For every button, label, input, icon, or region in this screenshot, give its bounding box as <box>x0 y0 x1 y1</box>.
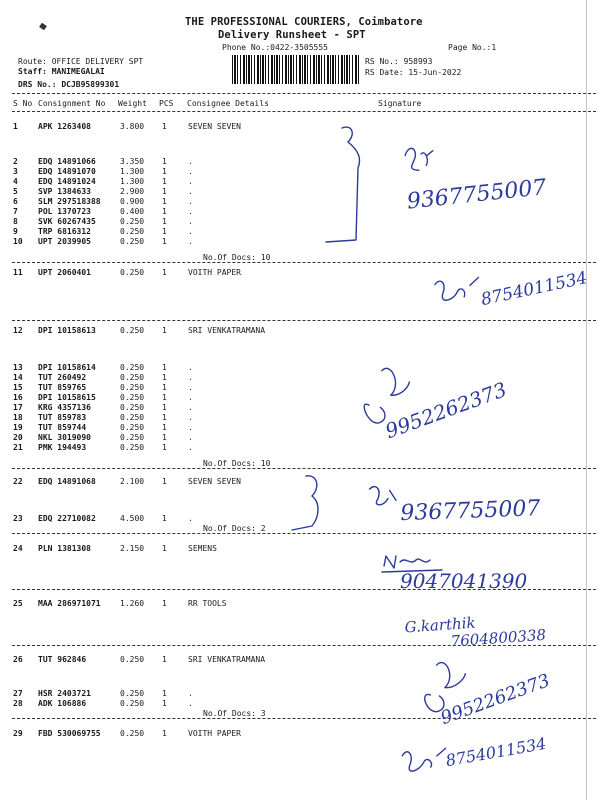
row-sno: 11 <box>13 268 23 277</box>
row-weight: 0.250 <box>120 433 145 442</box>
row-pcs: 1 <box>162 729 167 738</box>
row-sno: 10 <box>13 237 23 246</box>
phone-number: Phone No.:0422-3505555 <box>222 43 328 52</box>
row-consignee: . <box>188 443 193 452</box>
row-sno: 6 <box>13 197 18 206</box>
row-sno: 21 <box>13 443 23 452</box>
row-consignee: . <box>188 227 193 236</box>
row-consignee: . <box>188 699 193 708</box>
row-consignment-no: EDQ 14891066 <box>38 157 96 166</box>
row-consignee: VOITH PAPER <box>188 268 241 277</box>
row-weight: 0.250 <box>120 729 145 738</box>
row-weight: 0.400 <box>120 207 145 216</box>
col-weight: Weight <box>118 99 147 108</box>
row-consignee: SRI VENKATRAMANA <box>188 655 266 664</box>
row-weight: 0.250 <box>120 217 145 226</box>
signature-4 <box>369 481 540 527</box>
rs-number: RS No.: 958993 <box>365 57 433 66</box>
row-consignment-no: UPT 2039905 <box>38 237 91 246</box>
row-sno: 12 <box>13 326 23 335</box>
row-weight: 1.300 <box>120 177 145 186</box>
row-consignment-no: PLN 1381308 <box>38 544 91 553</box>
col-pcs: PCS <box>159 99 174 108</box>
row-sno: 25 <box>13 599 23 608</box>
row-pcs: 1 <box>162 403 167 412</box>
row-sno: 16 <box>13 393 23 402</box>
row-consignee: . <box>188 157 193 166</box>
doc-count: No.Of Docs: 10 <box>203 459 271 468</box>
row-pcs: 1 <box>162 227 167 236</box>
row-sno: 26 <box>13 655 23 664</box>
row-pcs: 1 <box>162 655 167 664</box>
row-sno: 4 <box>13 177 18 186</box>
row-consignment-no: TUT 859783 <box>38 413 87 422</box>
row-pcs: 1 <box>162 393 167 402</box>
row-consignment-no: UPT 2060401 <box>38 268 91 277</box>
svg-text:9952262373: 9952262373 <box>381 377 510 444</box>
row-sno: 14 <box>13 373 23 382</box>
row-consignee: . <box>188 514 193 523</box>
row-weight: 4.500 <box>120 514 145 523</box>
row-consignment-no: TUT 859765 <box>38 383 87 392</box>
row-consignee: . <box>188 217 193 226</box>
row-consignee: . <box>188 433 193 442</box>
row-pcs: 1 <box>162 544 167 553</box>
row-consignment-no: TRP 6816312 <box>38 227 91 236</box>
row-consignment-no: SVK 60267435 <box>38 217 96 226</box>
row-consignee: VOITH PAPER <box>188 729 241 738</box>
row-sno: 27 <box>13 689 23 698</box>
signature-2 <box>435 251 590 319</box>
signature-6 <box>404 609 547 654</box>
row-pcs: 1 <box>162 167 167 176</box>
row-consignment-no: DPI 10158614 <box>38 363 96 372</box>
row-weight: 0.250 <box>120 383 145 392</box>
row-pcs: 1 <box>162 383 167 392</box>
row-sno: 8 <box>13 217 18 226</box>
row-weight: 1.260 <box>120 599 145 608</box>
rs-date: RS Date: 15-Jun-2022 <box>365 68 462 77</box>
row-weight: 2.900 <box>120 187 145 196</box>
row-pcs: 1 <box>162 177 167 186</box>
row-consignee: SEMENS <box>188 544 217 553</box>
route: Route: OFFICE DELIVERY SPT <box>18 57 144 66</box>
row-sno: 24 <box>13 544 23 553</box>
row-pcs: 1 <box>162 122 167 131</box>
row-sno: 29 <box>13 729 23 738</box>
row-consignee: SRI VENKATRAMANA <box>188 326 266 335</box>
row-consignee: . <box>188 383 193 392</box>
brace-mark <box>292 476 318 530</box>
row-consignment-no: POL 1370723 <box>38 207 91 216</box>
col-sno: S No <box>13 99 33 108</box>
company-name: THE PROFESSIONAL COURIERS, Coimbatore <box>185 16 423 28</box>
signature-8 <box>402 728 548 778</box>
row-consignee: . <box>188 187 193 196</box>
row-consignment-no: TUT 962846 <box>38 655 87 664</box>
svg-text:9047041390: 9047041390 <box>400 569 528 593</box>
row-pcs: 1 <box>162 187 167 196</box>
row-sno: 7 <box>13 207 18 216</box>
svg-text:9367755007: 9367755007 <box>405 175 548 215</box>
row-consignment-no: ADK 106886 <box>38 699 87 708</box>
row-consignment-no: EDQ 14891070 <box>38 167 96 176</box>
row-weight: 0.900 <box>120 197 145 206</box>
row-pcs: 1 <box>162 699 167 708</box>
row-weight: 0.250 <box>120 403 145 412</box>
row-weight: 3.800 <box>120 122 145 131</box>
row-pcs: 1 <box>162 373 167 382</box>
row-weight: 0.250 <box>120 326 145 335</box>
row-pcs: 1 <box>162 413 167 422</box>
row-sno: 17 <box>13 403 23 412</box>
svg-text:8754011534: 8754011534 <box>479 268 590 311</box>
svg-text:G.karthik: G.karthik <box>404 613 477 637</box>
col-signature: Signature <box>378 99 422 108</box>
row-consignment-no: DPI 10158615 <box>38 393 96 402</box>
staff: Staff: MANIMEGALAI <box>18 67 105 76</box>
row-consignment-no: SVP 1384633 <box>38 187 91 196</box>
row-consignee: . <box>188 393 193 402</box>
row-weight: 0.250 <box>120 373 145 382</box>
row-pcs: 1 <box>162 689 167 698</box>
doc-count: No.Of Docs: 2 <box>203 524 266 533</box>
svg-text:9952262373: 9952262373 <box>437 670 553 730</box>
row-sno: 28 <box>13 699 23 708</box>
row-pcs: 1 <box>162 217 167 226</box>
row-consignment-no: KRG 4357136 <box>38 403 91 412</box>
row-consignee: . <box>188 207 193 216</box>
runsheet-title: Delivery Runsheet - SPT <box>218 29 366 41</box>
row-pcs: 1 <box>162 514 167 523</box>
row-weight: 0.250 <box>120 363 145 372</box>
row-sno: 18 <box>13 413 23 422</box>
row-pcs: 1 <box>162 433 167 442</box>
row-weight: 2.150 <box>120 544 145 553</box>
col-consignee: Consignee Details <box>187 99 269 108</box>
row-weight: 0.250 <box>120 443 145 452</box>
row-consignment-no: HSR 2403721 <box>38 689 91 698</box>
row-pcs: 1 <box>162 197 167 206</box>
row-sno: 19 <box>13 423 23 432</box>
row-consignee: RR TOOLS <box>188 599 227 608</box>
page-number: Page No.:1 <box>448 43 497 52</box>
doc-count: No.Of Docs: 10 <box>203 253 271 262</box>
row-consignee: . <box>188 413 193 422</box>
row-consignee: SEVEN SEVEN <box>188 477 241 486</box>
row-consignee: . <box>188 177 193 186</box>
row-consignee: . <box>188 689 193 698</box>
drs-number: DRS No.: DCJB95899301 <box>18 80 120 89</box>
row-consignment-no: MAA 286971071 <box>38 599 101 608</box>
row-pcs: 1 <box>162 326 167 335</box>
row-consignee: . <box>188 423 193 432</box>
row-sno: 13 <box>13 363 23 372</box>
row-pcs: 1 <box>162 423 167 432</box>
row-sno: 5 <box>13 187 18 196</box>
row-consignee: . <box>188 237 193 246</box>
doc-count: No.Of Docs: 3 <box>203 709 266 718</box>
row-weight: 0.250 <box>120 689 145 698</box>
row-sno: 3 <box>13 167 18 176</box>
signature-5 <box>382 556 528 593</box>
row-sno: 15 <box>13 383 23 392</box>
row-sno: 20 <box>13 433 23 442</box>
row-sno: 1 <box>13 122 18 131</box>
row-weight: 0.250 <box>120 268 145 277</box>
row-pcs: 1 <box>162 363 167 372</box>
row-consignee: . <box>188 167 193 176</box>
row-consignee: . <box>188 403 193 412</box>
row-consignment-no: NKL 3019090 <box>38 433 91 442</box>
row-consignment-no: EDQ 14891068 <box>38 477 96 486</box>
svg-text:9367755007: 9367755007 <box>400 496 541 527</box>
row-consignment-no: TUT 859744 <box>38 423 87 432</box>
row-pcs: 1 <box>162 157 167 166</box>
brace-mark <box>326 127 360 242</box>
row-weight: 0.250 <box>120 227 145 236</box>
row-consignee: . <box>188 197 193 206</box>
row-pcs: 1 <box>162 268 167 277</box>
row-consignee: . <box>188 373 193 382</box>
row-weight: 0.250 <box>120 393 145 402</box>
signature-1 <box>401 135 547 215</box>
row-sno: 22 <box>13 477 23 486</box>
row-pcs: 1 <box>162 599 167 608</box>
row-consignment-no: APK 1263408 <box>38 122 91 131</box>
row-weight: 0.250 <box>120 413 145 422</box>
row-pcs: 1 <box>162 237 167 246</box>
row-pcs: 1 <box>162 443 167 452</box>
row-weight: 0.250 <box>120 655 145 664</box>
col-consignment: Consignment No <box>38 99 106 108</box>
row-weight: 0.250 <box>120 237 145 246</box>
row-consignment-no: SLM 297518388 <box>38 197 101 206</box>
row-consignment-no: PMK 194493 <box>38 443 87 452</box>
row-weight: 1.300 <box>120 167 145 176</box>
row-consignment-no: EDQ 22710082 <box>38 514 96 523</box>
row-weight: 2.100 <box>120 477 145 486</box>
row-weight: 0.250 <box>120 699 145 708</box>
svg-text:7604800338: 7604800338 <box>450 625 547 651</box>
row-consignee: . <box>188 363 193 372</box>
row-consignment-no: EDQ 14891024 <box>38 177 96 186</box>
row-sno: 2 <box>13 157 18 166</box>
row-sno: 23 <box>13 514 23 523</box>
row-pcs: 1 <box>162 207 167 216</box>
row-pcs: 1 <box>162 477 167 486</box>
row-consignment-no: FBD 530069755 <box>38 729 101 738</box>
row-consignment-no: DPI 10158613 <box>38 326 96 335</box>
signature-3 <box>354 332 510 447</box>
row-weight: 3.350 <box>120 157 145 166</box>
svg-text:8754011534: 8754011534 <box>444 733 548 771</box>
row-consignee: SEVEN SEVEN <box>188 122 241 131</box>
row-sno: 9 <box>13 227 18 236</box>
row-consignment-no: TUT 260492 <box>38 373 87 382</box>
row-weight: 0.250 <box>120 423 145 432</box>
